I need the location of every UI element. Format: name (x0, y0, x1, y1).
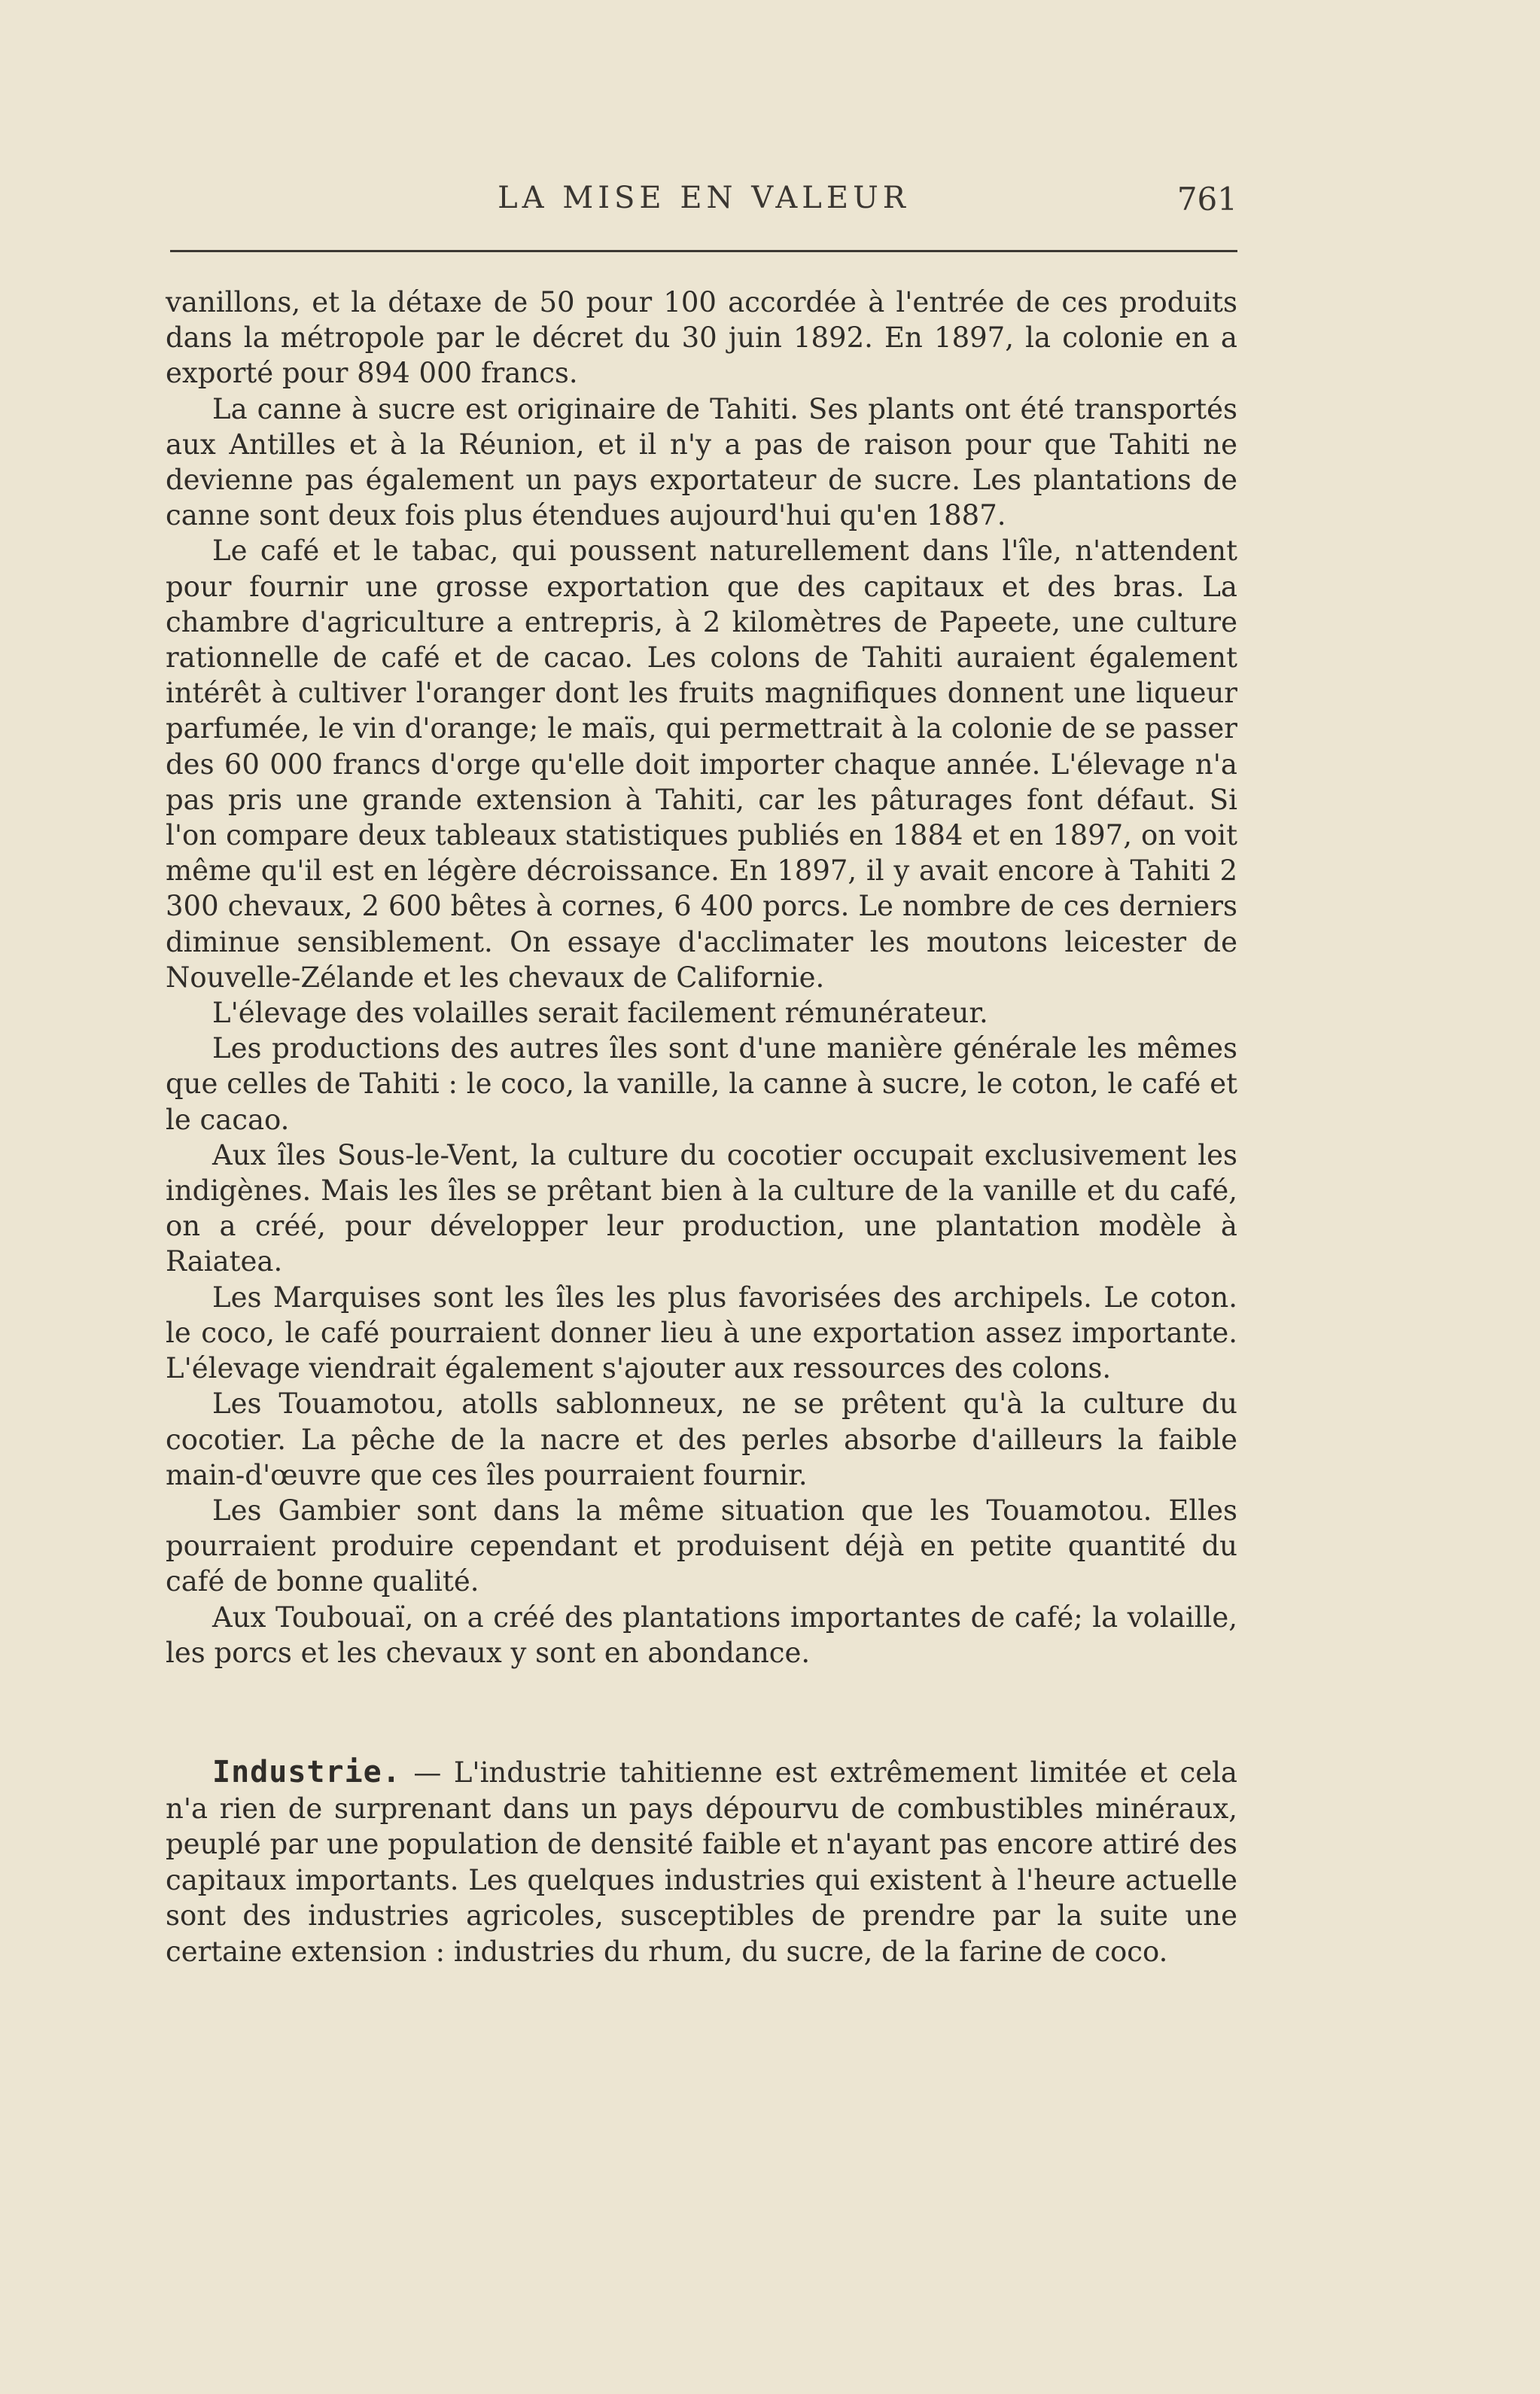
paragraph: L'élevage des volailles serait facilement rémunérateur. (212, 997, 988, 1030)
paragraph: vanillons, et la détaxe de 50 pour 100 accordée à l'entrée de ces produits dans la métropole par le décret du 30 juin 1892. En 1897, la colonie en a exporté pour 894 000 francs. (166, 286, 1237, 390)
body-text (166, 285, 1237, 1671)
running-title: LA MISE EN VALEUR (498, 181, 910, 215)
paragraph: La canne à sucre est originaire de Tahiti. Ses plants ont été transportés aux Antilles et à la Réunion, et il n'y a pas de raison pour que Tahiti ne devienne pas également un pays exportateur de sucre. Les plantations de canne sont deux fois plus étendues aujourd'hui qu'en 1887. (166, 392, 1237, 532)
paragraph: Aux îles Sous-le-Vent, la culture du cocotier occupait exclusivement les indigènes. Mais les îles se prêtant bien à la culture de la vanille et du café, on a créé, pour développer leur production, une plantation modèle à Raiatea. (166, 1138, 1237, 1278)
industrie-section (166, 1755, 1237, 1970)
section-heading: Industrie. (212, 1755, 401, 1789)
page-number: 761 (1176, 181, 1237, 218)
running-head (170, 181, 1237, 226)
paragraph: Les Marquises sont les îles les plus favorisées des archipels. Le coton. le coco, le café pourraient donner lieu à une exportation assez importante. L'élevage viendrait également s'ajouter aux ressources des colons. (166, 1281, 1237, 1385)
header-rule (170, 250, 1237, 252)
industrie-text: — L'industrie tahitienne est extrêmement limitée et cela n'a rien de surprenant dans un pays dépourvu de combustibles minéraux, peuplé par une population de densité faible et n'ayant pas encore attiré des capitaux importants. Les quelques industries qui existent à l'heure actuelle sont des industries agricoles, susceptibles de prendre par la suite une certaine extension : industries du rhum, du sucre, de la farine de coco. (166, 1756, 1238, 1968)
paragraph: Les Gambier sont dans la même situation que les Touamotou. Elles pourraient produire cependant et produisent déjà en petite quantité du café de bonne qualité. (166, 1494, 1237, 1598)
industrie-paragraph (166, 1755, 1237, 1970)
paragraph: Aux Toubouaï, on a créé des plantations importantes de café; la volaille, les porcs et les chevaux y sont en abondance. (166, 1601, 1237, 1669)
paragraph: Les productions des autres îles sont d'une manière générale les mêmes que celles de Tahiti : le coco, la vanille, la canne à sucre, le coton, le café et le cacao. (166, 1032, 1237, 1136)
paragraph: Les Touamotou, atolls sablonneux, ne se prêtent qu'à la culture du cocotier. La pêche de la nacre et des perles absorbe d'ailleurs la faible main-d'œuvre que ces îles pourraient fournir. (166, 1387, 1237, 1491)
paragraph: Le café et le tabac, qui poussent naturellement dans l'île, n'attendent pour fournir une grosse exportation que des capitaux et des bras. La chambre d'agriculture a entrepris, à 2 kilomètres de Papeete, une culture rationnelle de café et de cacao. Les colons de Tahiti auraient également intérêt à cultiver l'oranger dont les fruits magnifiques donnent une liqueur parfumée, le vin d'orange; le maïs, qui permettrait à la colonie de se passer des 60 000 francs d'orge qu'elle doit importer chaque année. L'élevage n'a pas pris une grande extension à Tahiti, car les pâturages font défaut. Si l'on compare deux tableaux statistiques publiés en 1884 et en 1897, on voit même qu'il est en légère décroissance. En 1897, il y avait encore à Tahiti 2 300 chevaux, 2 600 bêtes à cornes, 6 400 porcs. Le nombre de ces derniers diminue sensiblement. On essaye d'acclimater les moutons leicester de Nouvelle-Zélande et les chevaux de Californie. (166, 535, 1237, 994)
